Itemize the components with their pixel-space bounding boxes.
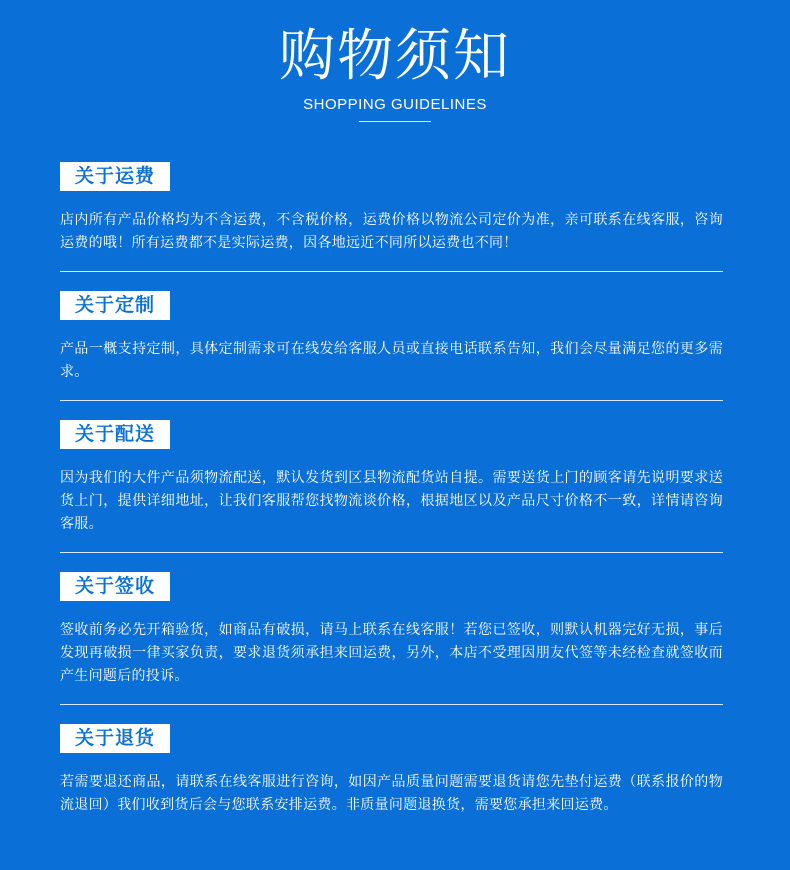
section-heading-delivery: 关于配送: [60, 420, 170, 449]
section-signing: [60, 572, 723, 705]
section-body-delivery: 因为我们的大件产品须物流配送，默认发货到区县物流配货站自提。需要送货上门的顾客请先说明要求送货上门，提供详细地址，让我们客服帮您找物流谈价格，根据地区以及产品尺寸价格不一致，详情请咨询客服。: [60, 470, 723, 532]
section-body-returns: 若需要退还商品，请联系在线客服进行咨询，如因产品质量问题需要退货请您先垫付运费（联系报价的物流退回）我们收到货后会与您联系安排运费。非质量问题退换货，需要您承担来回运费。: [60, 774, 723, 813]
section-delivery: [60, 420, 723, 553]
section-body-customization: 产品一概支持定制，具体定制需求可在线发给客服人员或直接电话联系告知，我们会尽量满足您的更多需求。: [60, 341, 723, 380]
section-shipping-fee: [60, 162, 723, 272]
page-subtitle: SHOPPING GUIDELINES: [303, 96, 487, 113]
section-divider: [60, 400, 723, 401]
page-title: 购物须知: [279, 24, 511, 89]
section-heading-customization: 关于定制: [60, 291, 170, 320]
section-body-shipping-fee: 店内所有产品价格均为不含运费，不含税价格，运费价格以物流公司定价为准，亲可联系在线客服，咨询运费的哦！所有运费都不是实际运费，因各地远近不同所以运费也不同！: [60, 212, 723, 251]
page-header: [0, 22, 790, 122]
section-divider: [60, 704, 723, 705]
section-divider: [60, 552, 723, 553]
guidelines-list: [60, 162, 723, 817]
section-returns: [60, 724, 723, 817]
title-underline: [359, 121, 431, 122]
section-heading-shipping-fee: 关于运费: [60, 162, 170, 191]
section-heading-signing: 关于签收: [60, 572, 170, 601]
section-customization: [60, 291, 723, 401]
section-heading-returns: 关于退货: [60, 724, 170, 753]
section-body-signing: 签收前务必先开箱验货，如商品有破损，请马上联系在线客服！若您已签收，则默认机器完好无损，事后发现再破损一律买家负责，要求退货须承担来回运费，另外，本店不受理因朋友代签等未经检查就签收而产生问题后的投诉。: [60, 622, 723, 684]
section-divider: [60, 271, 723, 272]
